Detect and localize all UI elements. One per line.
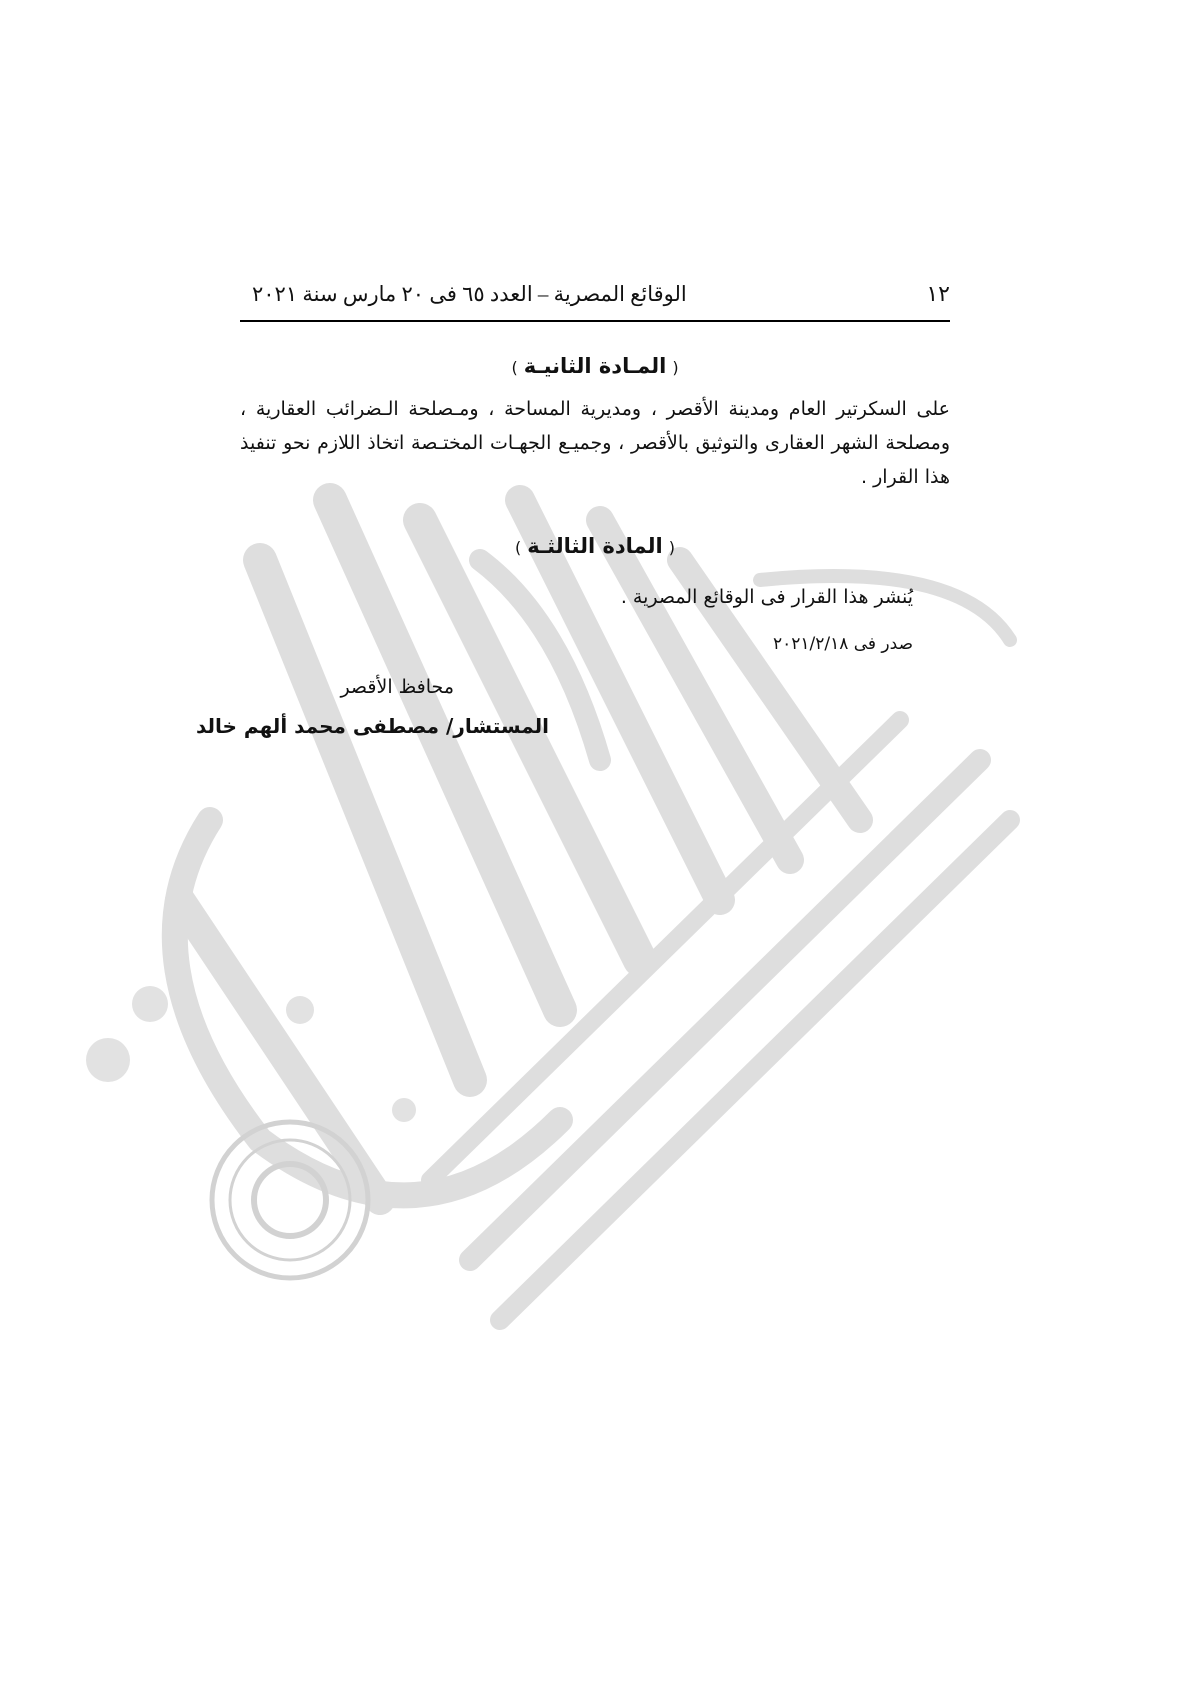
page-number: ١٢ (926, 281, 950, 306)
close-paren: ) (515, 538, 522, 557)
close-paren: ) (511, 358, 518, 377)
signatory-name: المستشار/ مصطفى محمد ألهم خالد (195, 714, 549, 738)
article-two-body: على السكرتير العام ومدينة الأقصر ، ومديرية المساحة ، ومـصلحة الـضرائب العقارية ، ومصلحة الشهر العقارى والتوثيق بالأقصر ، وجميـع الجهـات المختـصة اتخاذ اللازم نحو تنفيذ هذا القرار . (240, 398, 950, 488)
gazette-header-title: الوقائع المصرية – العدد ٦٥ فى ٢٠ مارس سنة ٢٠٢١ (252, 281, 687, 306)
page-header (240, 272, 950, 316)
header-divider (240, 320, 950, 322)
article-three-heading (240, 534, 950, 558)
issue-date: صدر فى ٢٠٢١/٢/١٨ (772, 634, 913, 654)
open-paren: ( (672, 358, 679, 377)
signatory-title: محافظ الأقصر (340, 676, 454, 698)
article-three-title: المادة الثالثـة (527, 534, 663, 558)
article-two-title: المـادة الثانيـة (523, 354, 667, 378)
article-three-body: يُنشر هذا القرار فى الوقائع المصرية . (620, 586, 913, 608)
article-two-heading (240, 354, 950, 378)
open-paren: ( (668, 538, 675, 557)
